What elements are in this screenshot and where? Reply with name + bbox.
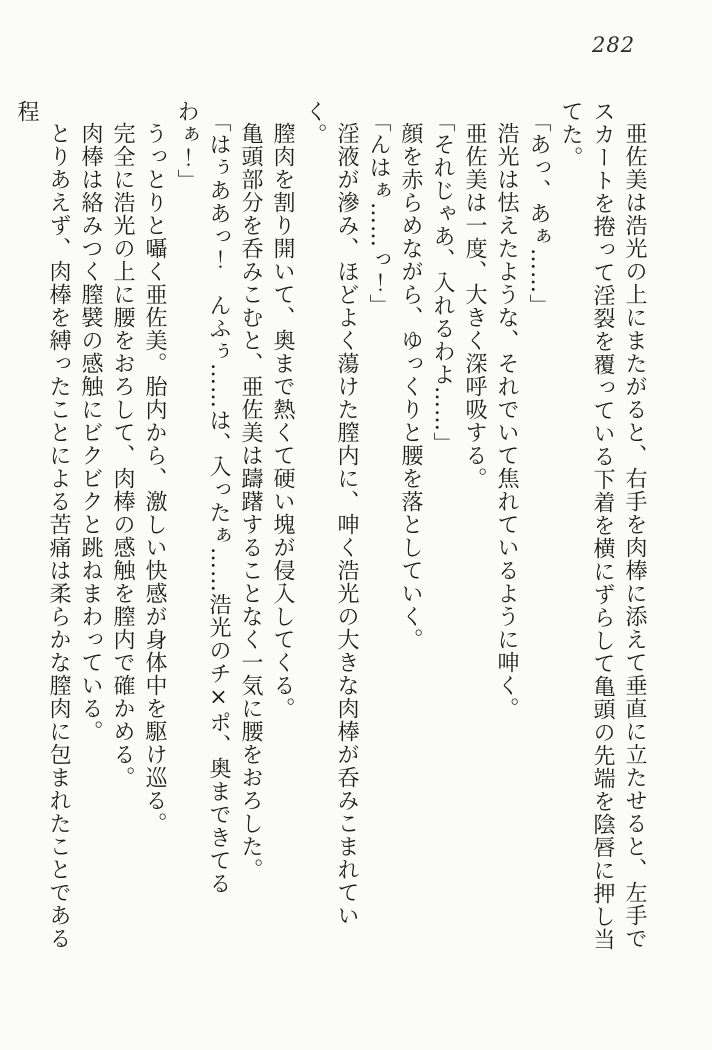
dialogue-paragraph: 「それじゃあ、入れるわよ……」 (430, 109, 455, 455)
page-number: 282 (592, 33, 636, 57)
dialogue-paragraph: 「んはぁ……っ！」 (366, 109, 391, 317)
narrative-paragraph: 浩光は怯えたような、それでいて焦れているように呻く。 (494, 122, 519, 720)
narrative-paragraph: 淫液が滲み、ほどよく蕩けた膣内に、呻く浩光の大きな肉棒が呑みこまれていく。 (302, 100, 359, 927)
narrative-paragraph: 顔を赤らめながら、ゆっくりと腰を落としていく。 (398, 122, 423, 651)
narrative-paragraph: 肉棒は絡みつく膣襞の感触にビクビクと跳ねまわっている。 (78, 122, 103, 743)
narrative-paragraph: うっとりと囁く亜佐美。胎内から、激しい快感が身体中を駆け巡る。 (142, 122, 167, 835)
dialogue-paragraph: 「あっ、あぁ……」 (526, 109, 551, 317)
narrative-paragraph: 亜佐美は一度、大きく深呼吸する。 (462, 122, 487, 490)
narrative-paragraph: 亜佐美は浩光の上にまたがると、右手を肉棒に添えて垂直に立たせると、左手でスカートを捲って淫裂を覆っている下着を横にずらして亀頭の先端を陰唇に押し当てた。 (558, 100, 647, 951)
narrative-paragraph: 膣肉を割り開いて、奥まで熱くて硬い塊が侵入してくる。 (270, 122, 295, 720)
dialogue-paragraph: 「はぅああっ！ んふぅ……は、入ったぁ……浩光のチ×ポ、奥まできてるわぁ！」 (174, 100, 231, 895)
page-text-block (14, 100, 650, 951)
narrative-paragraph: 完全に浩光の上に腰をおろして、肉棒の感触を膣内で確かめる。 (110, 122, 135, 789)
narrative-paragraph: 亀頭部分を呑みこむと、亜佐美は躊躇することなく一気に腰をおろした。 (238, 122, 263, 881)
narrative-paragraph: とりあえず、肉棒を縛ったことによる苦痛は柔らかな膣肉に包まれたことである程 (14, 100, 71, 950)
